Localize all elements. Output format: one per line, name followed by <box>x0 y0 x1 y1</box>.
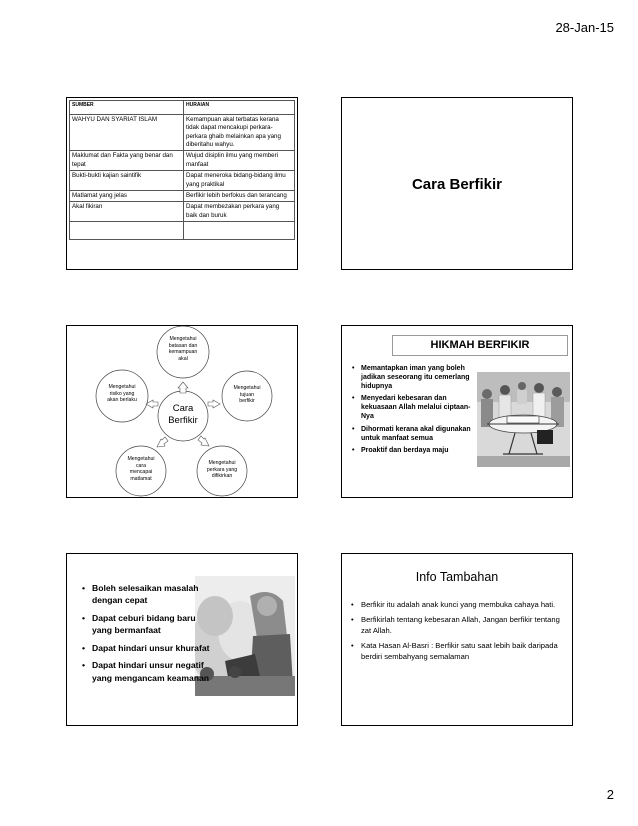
sumber-table <box>69 100 295 240</box>
slide-title: Cara Berfikir <box>411 176 503 193</box>
bullet-list <box>82 582 212 689</box>
bullet-item: • Dapat hindari unsur khurafat <box>82 642 212 654</box>
table-cell: Berfikir lebih berfokus dan terancang <box>184 190 295 201</box>
table-cell: Dapat membezakan perkara yang baik dan buruk <box>184 202 295 222</box>
bullet-item: • Boleh selesaikan masalah dengan cepat <box>82 582 212 607</box>
diagram-center-label: Cara Berfikir <box>168 403 198 427</box>
bullet-item: • Dapat hindari unsur negatif yang mengancam keamanan <box>82 659 212 684</box>
page-date: 28-Jan-15 <box>555 20 614 35</box>
bullet-list <box>352 364 474 458</box>
bullet-item: • Kata Hasan Al-Basri : Berfikir satu saat lebih baik daripada berdiri sembahyang semalaman <box>351 640 571 662</box>
diagram-arrow-right <box>208 400 220 408</box>
bullet-item: • Dihormati kerana akal digunakan untuk manfaat semua <box>352 425 474 443</box>
table-cell: Maklumat dan Fakta yang benar dan tepat <box>70 151 184 171</box>
column-header: HURAIAN <box>184 101 295 115</box>
table-cell: Dapat meneroka bidang-bidang ilmu yang praktikal <box>184 171 295 191</box>
table-row <box>70 151 295 171</box>
slide-kebaikan-berfikir <box>66 553 298 726</box>
drone-crowd-photo <box>477 372 570 467</box>
bullet-item: • Menyedari kebesaran dan kekuasaan Allah melalui ciptaan-Nya <box>352 394 474 421</box>
slide-hikmah-berfikir <box>341 325 573 498</box>
slide-sumber-huraian-table <box>66 97 298 270</box>
diagram-node-label: Mengetahui risiko yang akan berlaku <box>107 384 137 403</box>
bullet-item: • Dapat ceburi bidang baru yang bermanfaat <box>82 612 212 637</box>
table-cell <box>184 221 295 239</box>
table-row <box>70 115 295 151</box>
diagram-node-label: Mengetahui tujuan berfikir <box>233 385 261 404</box>
bullet-list <box>351 599 571 666</box>
table-cell: Matlamat yang jelas <box>70 190 184 201</box>
bullet-item: • Berfikirlah tentang kebesaran Allah, Jangan berfikir tentang zat Allah. <box>351 614 571 636</box>
slide-title: HIKMAH BERFIKIR <box>392 335 568 356</box>
diagram-node-label: Mengetahui batasan dan kemampuan akal <box>168 336 198 362</box>
table-row <box>70 190 295 201</box>
column-header: SUMBER <box>70 101 184 115</box>
table-cell: Bukti-bukti kajian saintifik <box>70 171 184 191</box>
table-row <box>70 171 295 191</box>
bullet-item: • Proaktif dan berdaya maju <box>352 446 474 455</box>
table-cell: WAHYU DAN SYARIAT ISLAM <box>70 115 184 151</box>
diagram-node-label: Mengetahui cara mencapai matlamat <box>127 456 155 482</box>
bullet-item: • Memantapkan iman yang boleh jadikan seseorang itu cemerlang hidupnya <box>352 364 474 391</box>
table-row <box>70 202 295 222</box>
table-cell: Wujud disiplin ilmu yang memberi manfaat <box>184 151 295 171</box>
table-cell: Akal fikiran <box>70 202 184 222</box>
slide-title: Info Tambahan <box>415 570 499 584</box>
table-cell <box>70 221 184 239</box>
table-cell: Kemampuan akal terbatas kerana tidak dapat mencakupi perkara-perkara ghaib melainkan apa yang diberitahu wahyu. <box>184 115 295 151</box>
bullet-item: • Berfikir itu adalah anak kunci yang membuka cahaya hati. <box>351 599 571 610</box>
slide-cara-berfikir-title <box>341 97 573 270</box>
slide-info-tambahan <box>341 553 573 726</box>
table-header-row <box>70 101 295 115</box>
diagram-arrow-downright <box>198 436 209 446</box>
table-row-empty <box>70 221 295 239</box>
diagram-node-label: Mengetahui perkara yang difikirkan <box>206 460 238 479</box>
diagram-arrow-downleft <box>157 437 168 447</box>
slide-cara-berfikir-diagram <box>66 325 298 498</box>
page-number: 2 <box>606 787 614 802</box>
